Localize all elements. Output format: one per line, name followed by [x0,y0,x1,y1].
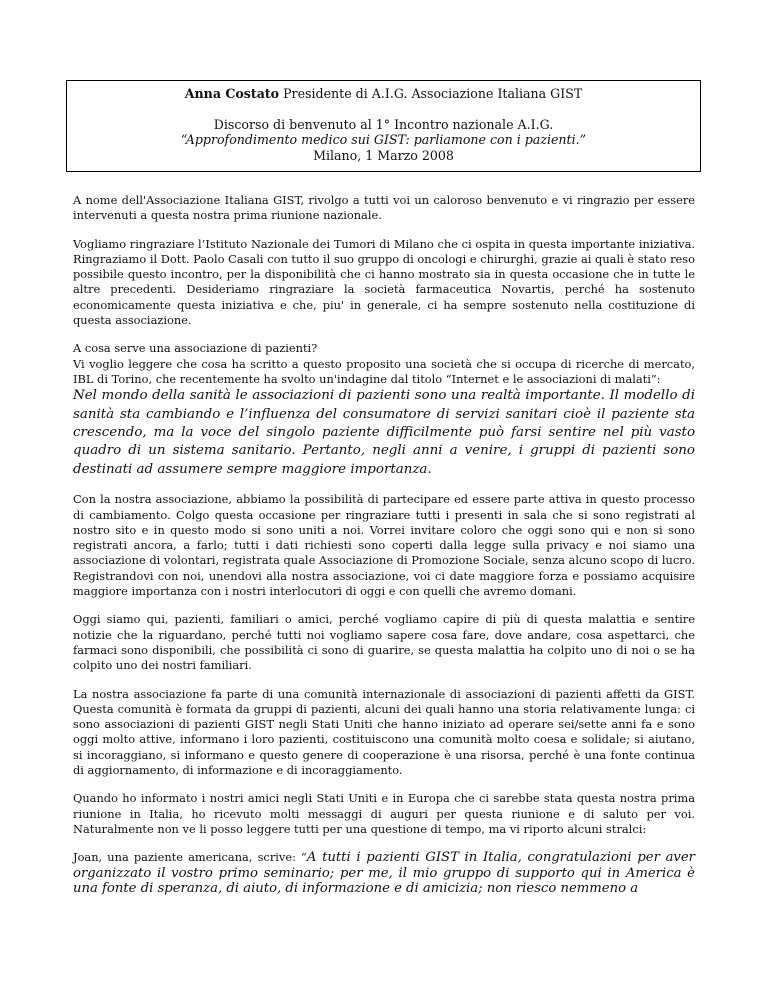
paragraph-question: A cosa serve una associazione di pazienti? [73,341,318,356]
speech-title: Discorso di benvenuto al 1° Incontro nazionale A.I.G. [213,116,554,132]
paragraph-ibl-intro: Vi voglio leggere che cosa ha scritto a questo proposito una società che si occupa di ricerche di mercato, IBL di Torino, che recentemente ha svolto un'indagine dal titolo “Internet e le associazioni di malati”: [73,356,695,386]
header-box [66,80,701,172]
joan-intro: Joan, una paziente americana, scrive: “ [73,850,307,865]
speech-body [73,193,695,909]
paragraph-today: Oggi siamo qui, pazienti, familiari o amici, perché vogliamo capire di più di questa malattia e sentire notizie che la riguardano, perché tutti noi vogliamo sapere cosa fare, dove andare, cosa aspettarci, che farmaci sono disponibili, che possibilità ci sono di guarire, se questa malattia ha colpito uno di noi o se ha colpito uno dei nostri familiari. [73,612,695,673]
paragraph-participation: Con la nostra associazione, abbiamo la possibilità di partecipare ed essere parte attiva in questo processo di cambiamento. Colgo questa occasione per ringraziare tutti i presenti in sala che si sono registrati al nostro sito e in questo modo si sono uniti a noi. Vorrei invitare coloro che oggi sono qui e non si sono registrati ancora, a farlo; tutti i dati richiesti sono coperti dalla legge sulla privacy e noi siamo una associazione di volontari, registrata quale Associazione di Promozione Sociale, senza alcuno scopo di lucro. Registrandovi con noi, unendovi alla nostra associazione, voi ci date maggiore forza e possiamo acquisire maggiore importanza con i nostri interlocutori di oggi e con quelli che avremo domani. [73,492,695,599]
paragraph-joan [73,850,695,896]
paragraph-welcome: A nome dell'Associazione Italiana GIST, rivolgo a tutti voi un caloroso benvenuto e vi ringrazio per essere intervenuti a questa nostra prima riunione nazionale. [73,193,695,223]
author-role: Presidente di A.I.G. Associazione Italiana GIST [279,86,583,101]
paragraph-community: La nostra associazione fa parte di una comunità internazionale di associazioni di pazienti affetti da GIST. Questa comunità è formata da gruppi di pazienti, alcuni dei quali hanno una storia relativamente lunga: ci sono associazioni di pazienti GIST negli Stati Uniti che hanno iniziato ad operare sei/sette anni fa e sono oggi molto attive, informano i loro pazienti, costituiscono una comunità molto coesa e solidale; si aiutano, si incoraggiano, si informano e questo genere di cooperazione è una risorsa, perché è una fonte continua di aggiornamento, di informazione e di incoraggiamento. [73,686,695,778]
event-title: “Approfondimento medico sui GIST: parliamone con i pazienti.” [180,132,587,147]
header-author-line [67,86,700,102]
event-place-date: Milano, 1 Marzo 2008 [313,147,454,163]
author-name: Anna Costato [184,86,280,101]
paragraph-messages: Quando ho informato i nostri amici negli Stati Uniti e in Europa che ci sarebbe stata questa nostra prima riunione in Italia, ho ricevuto molti messaggi di auguri per questa riunione e di saluto per voi. Naturalmente non ve li posso leggere tutti per una questione di tempo, ma vi riporto alcuni stralci: [73,791,695,836]
header-spacer [67,102,700,117]
paragraph-thanks: Vogliamo ringraziare l’Istituto Nazionale dei Tumori di Milano che ci ospita in questa importante iniziativa. Ringraziamo il Dott. Paolo Casali con tutto il suo gruppo di oncologi e chirurghi, grazie ai quali è stato reso possibile questo incontro, per la disponibilità che ci hanno mostrato sia in questa occasione che in tutte le altre precedenti. Desideriamo ringraziare la società farmaceutica Novartis, perché ha sostenuto economicamente questa iniziativa e che, piu' in generale, ci ha sempre sostenuto nella costituzione di questa associazione. [73,236,695,328]
ibl-quote: Nel mondo della sanità le associazioni di pazienti sono una realtà importante. Il modello di sanità sta cambiando e l’influenza del consumatore di servizi sanitari cioè il paziente sta crescendo, ma la voce del singolo paziente difficilmente può farsi sentire nel più vasto quadro di un sistema sanitario. Pertanto, negli anni a venire, i gruppi di pazienti sono destinati ad assumere sempre maggiore importanza. [73,388,695,477]
joan-quote: A tutti i pazienti GIST in Italia, congratulazioni per aver organizzato il vostro primo seminario; per me, il mio gruppo di supporto qui in America è una fonte di speranza, di aiuto, di informazione e di amicizia; non riesco nemmeno a [73,850,695,896]
